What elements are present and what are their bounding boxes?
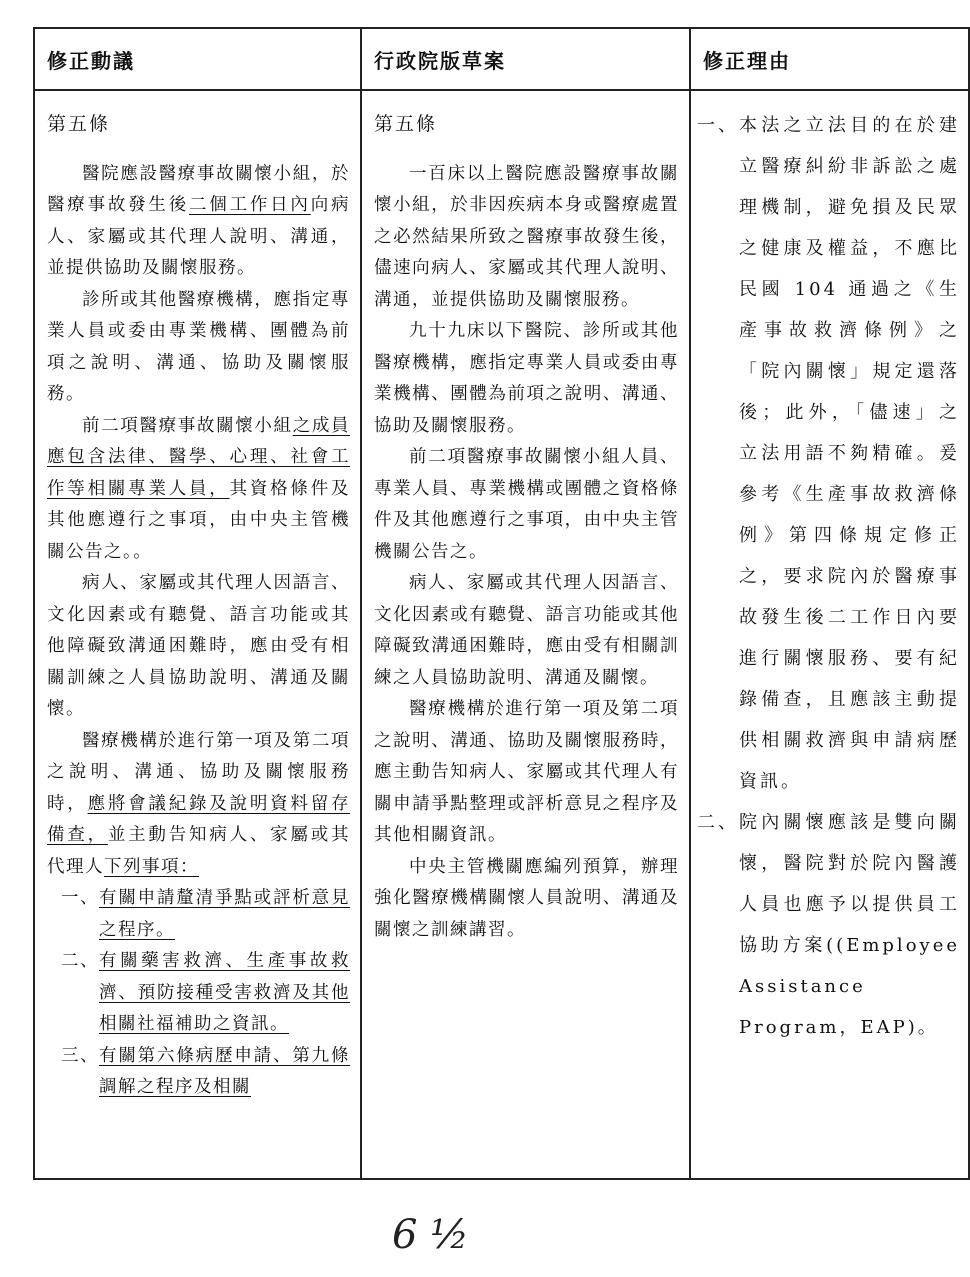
item-text: 有關申請釐清爭點或評析意見之程序。 [99, 888, 350, 940]
amendment-para-3 [47, 411, 350, 569]
draft-cell [361, 90, 690, 1179]
item-text: 院內關懷應該是雙向關懷，醫院對於院內醫護人員也應予以提供員工協助方案((Employee Assistance Program，EAP)。 [739, 812, 960, 1038]
item-text: 本法之立法目的在於建立醫療糾紛非訴訟之處理機制，避免損及民眾之健康及權益，不應比民國 104 通過之《生產事故救濟條例》之「院內關懷」規定還落後；此外，「儘速」之立法用語不夠精確。爰參考《生產事故救濟條例》第四條規定修正之，要求院內於醫療事故發生後二工作日內要進行關懷服務、要有紀錄備查，且應該主動提供相關救濟與申請病歷資訊。 [739, 115, 960, 792]
item-number: 三、 [61, 1045, 99, 1066]
underlined-text: 之成員應包含法律、醫學、心理、社會工作等相關專業人員， [47, 415, 351, 499]
item-text: 有關藥害救濟、生產事故救濟、預防接種受害救濟及其他相關社福補助之資訊。 [99, 951, 350, 1034]
amendment-para-5 [47, 726, 350, 884]
text: 醫療機構於進行第一項及第二項之說明、溝通、協助及關懷服務時， [47, 730, 350, 814]
header-draft: 行政院版草案 [361, 28, 690, 90]
item-number: 一、 [697, 115, 739, 136]
item-text: 有關第六條病歷申請、第九條調解之程序及相關 [99, 1045, 350, 1097]
text: 並主動告知病人、家屬或其代理人 [47, 825, 351, 877]
draft-para-5: 醫療機構於進行第一項及第二項之說明、溝通、協助及關懷服務時，應主動告知病人、家屬或其代理人有關申請爭點整理或評析意見之程序及其他相關資訊。 [374, 699, 679, 845]
amendment-item-1 [47, 883, 350, 946]
reason-item-2 [697, 802, 960, 1048]
reason-cell [690, 90, 969, 1179]
article-title: 第五條 [374, 113, 438, 135]
draft-para-2: 九十九床以下醫院、診所或其他醫療機構，應指定專業人員或委由專業機構、團體為前項之說明、溝通、協助及關懷服務。 [374, 321, 679, 436]
item-number: 一、 [61, 888, 99, 908]
amendment-para-2: 診所或其他醫療機構，應指定專業人員或委由專業機構、團體為前項之說明、溝通、協助及關懷服務。 [47, 289, 350, 404]
text: 醫院應設醫療事故關懷小組，於醫療事故發生後 [47, 163, 350, 215]
reason-item-1 [697, 105, 960, 802]
underlined-text: 下列事項： [104, 856, 199, 877]
header-reason: 修正理由 [690, 28, 969, 90]
content-row [34, 90, 969, 1179]
item-number: 二、 [697, 812, 739, 833]
draft-para-4: 病人、家屬或其代理人因語言、文化因素或有聽覺、語言功能或其他障礙致溝通困難時，應由受有相關訓練之人員協助說明、溝通及關懷。 [374, 573, 679, 688]
item-number: 二、 [61, 951, 99, 971]
comparison-table [33, 27, 970, 1180]
header-amendment: 修正動議 [34, 28, 361, 90]
amendment-item-3 [47, 1041, 350, 1104]
amendment-item-2 [47, 946, 350, 1041]
text: 其資格條件及其他應遵行之事項，由中央主管機關公告之。。 [47, 478, 351, 562]
draft-para-6: 中央主管機關應編列預算，辦理強化醫療機構關懷人員說明、溝通及關懷之訓練講習。 [374, 856, 679, 940]
article-title: 第五條 [47, 113, 111, 135]
amendment-para-4: 病人、家屬或其代理人因語言、文化因素或有聽覺、語言功能或其他障礙致溝通困難時，應由受有相關訓練之人員協助說明、溝通及關懷。 [47, 573, 350, 719]
draft-para-3: 前二項醫療事故關懷小組人員、專業人員、專業機構或團體之資格條件及其他應遵行之事項，由中央主管機關公告之。 [374, 447, 679, 562]
draft-para-1: 一百床以上醫院應設醫療事故關懷小組，於非因疾病本身或醫療處置之必然結果所致之醫療事故發生後，儘速向病人、家屬或其代理人說明、溝通，並提供協助及關懷服務。 [374, 163, 679, 310]
text: 前二項醫療事故關懷小組 [82, 415, 293, 436]
header-row [34, 28, 969, 90]
amendment-cell [34, 90, 361, 1179]
amendment-para-1 [47, 159, 350, 285]
handwritten-page-mark: 6 ½ [392, 1212, 469, 1258]
underlined-text: 二個工作日內 [189, 195, 311, 215]
text: 向病人、家屬或其代理人說明、溝通，並提供協助及關懷服務。 [47, 195, 351, 278]
underlined-text: 應將會議紀錄及說明資料留存備查， [47, 793, 351, 845]
